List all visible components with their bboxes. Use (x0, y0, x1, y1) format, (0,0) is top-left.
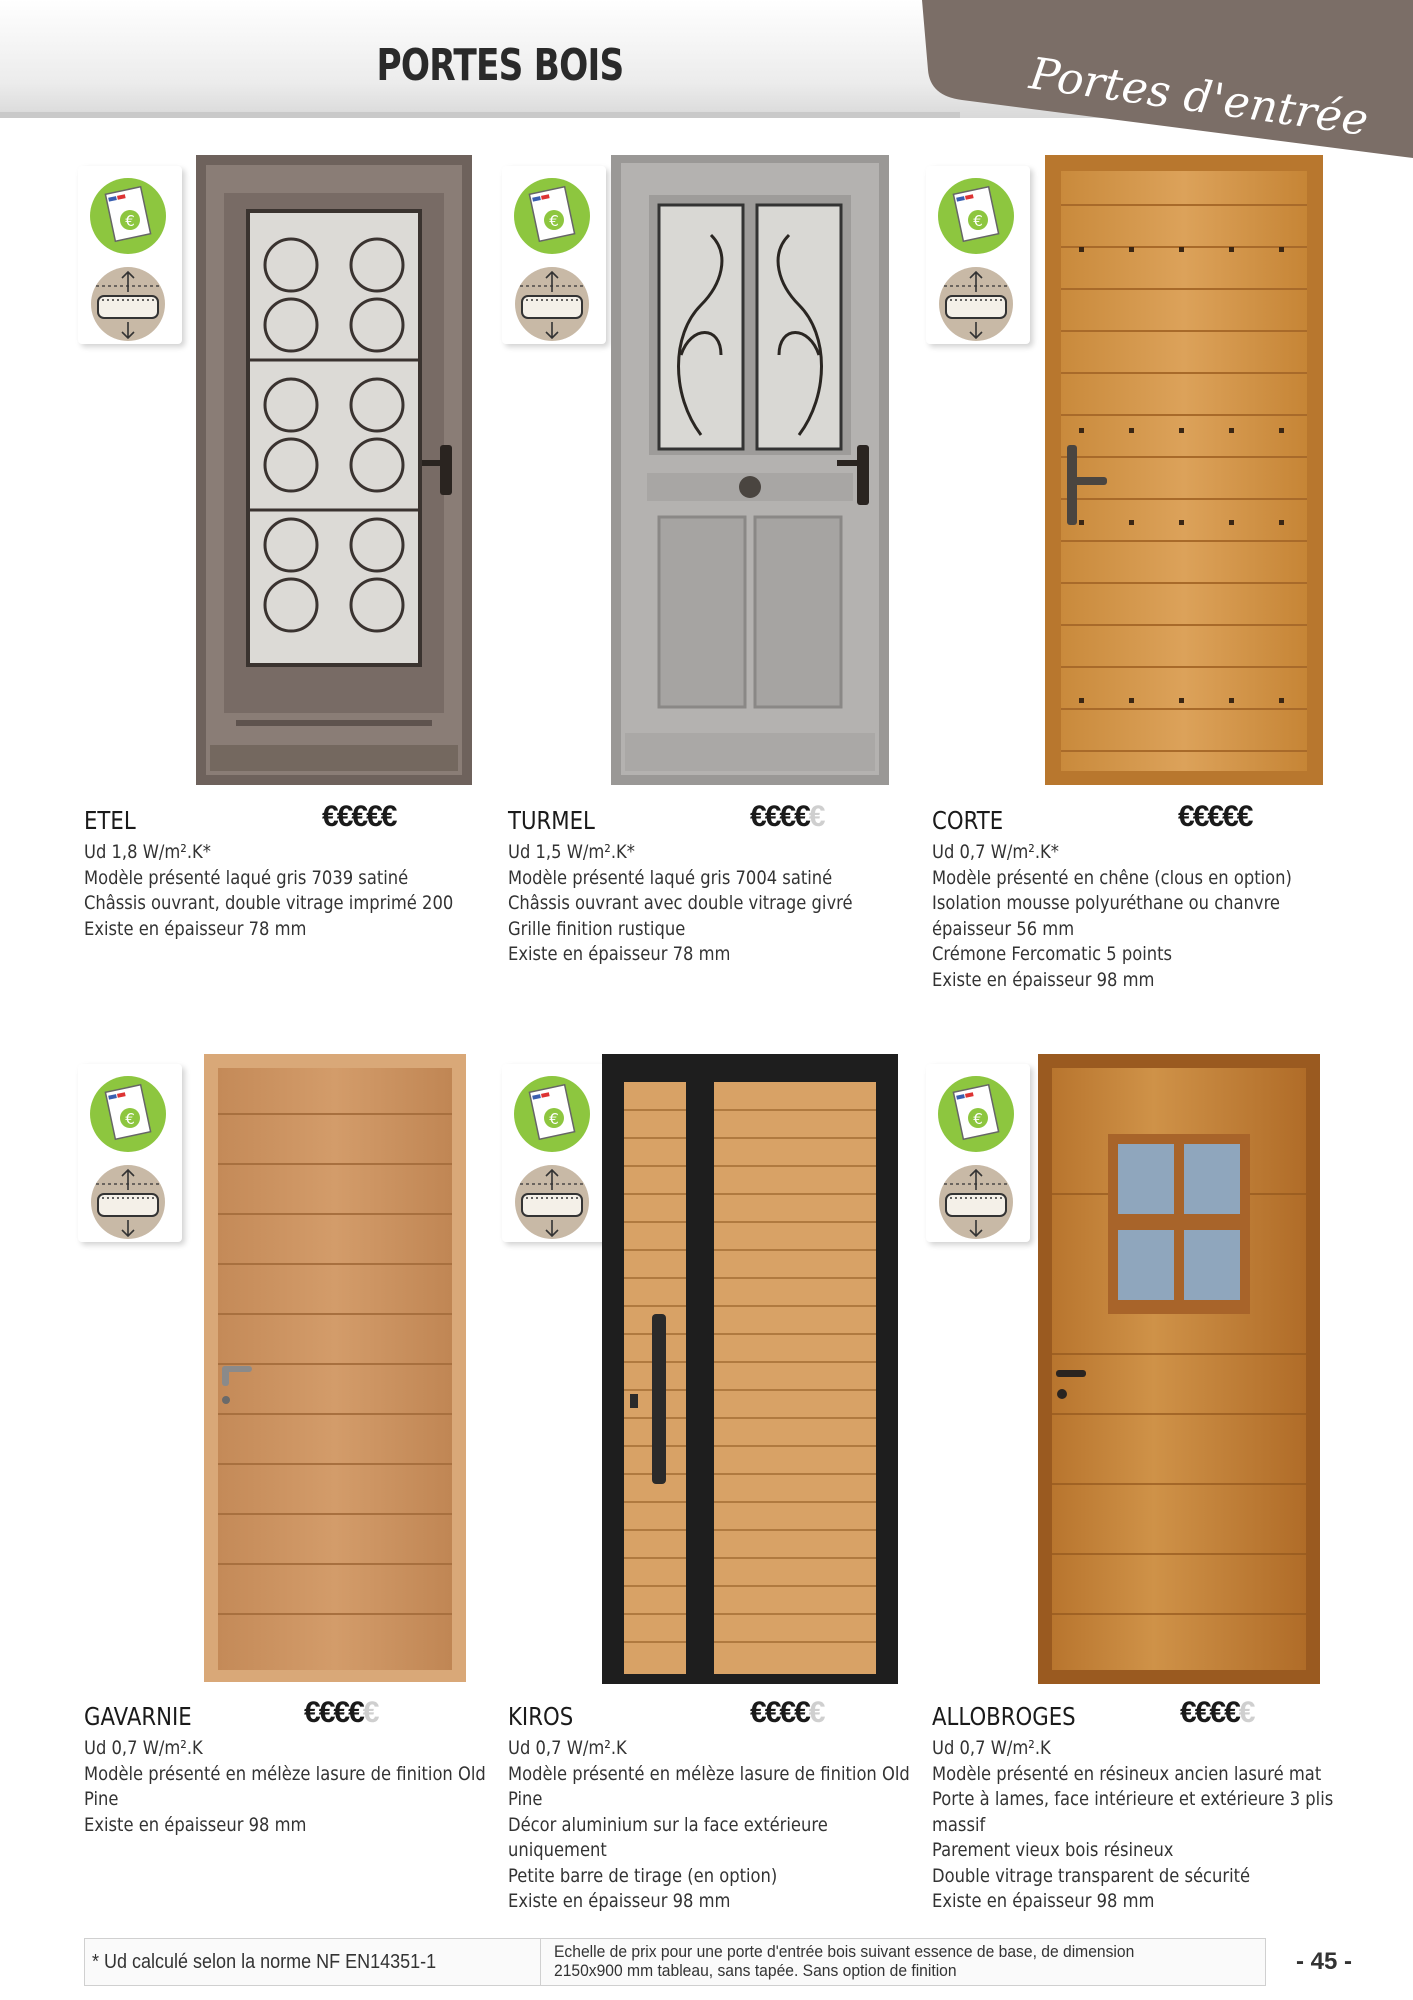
badge-box (502, 1064, 606, 1242)
euro-document-icon (88, 1074, 168, 1154)
euro-filled-icon: € (779, 1696, 795, 1729)
price-scale-note-line: Echelle de prix pour une porte d'entrée bois suivant essence de base, de dimension (554, 1942, 1135, 1961)
description-line: Ud 0,7 W/m².K (508, 1737, 627, 1759)
description-line: massif (932, 1813, 986, 1836)
euro-filled-icon: € (1224, 1696, 1239, 1729)
description-line: Modèle présenté en chêne (clous en option) (932, 866, 1292, 889)
description-line: Modèle présenté en mélèze lasure de finition Old (84, 1762, 486, 1785)
price-rating (750, 1696, 823, 1730)
description-line: Ud 1,8 W/m².K* (84, 841, 211, 863)
measuring-tape-icon (88, 1162, 168, 1240)
svg-text:€: € (549, 212, 559, 230)
euro-document-icon (936, 1074, 1016, 1154)
euro-filled-icon: € (1194, 1696, 1210, 1729)
euro-filled-icon: € (322, 800, 337, 833)
page-title: PORTES BOIS (376, 40, 624, 91)
description-line: épaisseur 56 mm (932, 917, 1075, 940)
svg-text:€: € (973, 1110, 983, 1128)
footnote: * Ud calculé selon la norme NF EN14351-1 (92, 1951, 437, 1973)
page-number: - 45 - (1296, 1948, 1353, 1975)
euro-document-icon (88, 176, 168, 256)
door-image-allobroges (1038, 1054, 1320, 1684)
euro-filled-icon: € (348, 1696, 363, 1729)
euro-document-icon (512, 1074, 592, 1154)
description-line: Modèle présenté laqué gris 7039 satiné (84, 866, 409, 889)
product-name: CORTE (932, 806, 1004, 835)
euro-empty-icon: € (808, 1696, 824, 1729)
price-rating (1180, 1696, 1253, 1730)
description-line: Existe en épaisseur 78 mm (508, 943, 731, 965)
svg-text:€: € (549, 1110, 559, 1128)
product-description (84, 1736, 486, 1838)
euro-filled-icon: € (1222, 800, 1237, 833)
euro-filled-icon: € (318, 1696, 334, 1729)
euro-filled-icon: € (304, 1696, 319, 1729)
euro-filled-icon: € (1192, 800, 1208, 833)
description-line: Ud 0,7 W/m².K (932, 1737, 1051, 1759)
svg-text:€: € (973, 212, 983, 230)
product-description (932, 840, 1292, 993)
description-line: Modèle présenté en mélèze lasure de finition Old (508, 1762, 910, 1785)
svg-text:€: € (125, 1110, 135, 1128)
euro-filled-icon: € (351, 800, 367, 833)
product-description (932, 1736, 1333, 1915)
euro-empty-icon: € (362, 1696, 378, 1729)
price-rating (304, 1696, 377, 1730)
measuring-tape-icon (936, 1162, 1016, 1240)
euro-filled-icon: € (750, 1696, 765, 1729)
header-rule (0, 112, 960, 118)
euro-document-icon (936, 176, 1016, 256)
product-name: ETEL (84, 806, 136, 835)
description-line: Grille finition rustique (508, 917, 686, 940)
euro-filled-icon: € (764, 1696, 780, 1729)
euro-filled-icon: € (1209, 1696, 1225, 1729)
footer-divider (540, 1938, 541, 1986)
product-name: KIROS (508, 1702, 574, 1731)
description-line: Porte à lames, face intérieure et extérieure 3 plis (932, 1788, 1334, 1810)
description-line: Ud 1,5 W/m².K* (508, 841, 635, 863)
price-rating (322, 800, 395, 834)
measuring-tape-icon (88, 264, 168, 342)
description-line: Pine (84, 1788, 119, 1810)
product-description (508, 1736, 910, 1915)
description-line: Crémone Fercomatic 5 points (932, 943, 1173, 965)
badge-box (926, 166, 1030, 344)
product-description (508, 840, 853, 968)
euro-filled-icon: € (336, 800, 352, 833)
description-line: Châssis ouvrant avec double vitrage givré (508, 892, 853, 914)
euro-filled-icon: € (764, 800, 780, 833)
euro-filled-icon: € (1236, 800, 1252, 833)
description-line: Existe en épaisseur 98 mm (932, 968, 1155, 991)
description-line: Existe en épaisseur 98 mm (932, 1890, 1155, 1912)
description-line: Existe en épaisseur 98 mm (84, 1813, 307, 1836)
description-line: Ud 0,7 W/m².K* (932, 841, 1059, 863)
description-line: Petite barre de tirage (en option) (508, 1864, 778, 1887)
door-image-gavarnie (204, 1054, 466, 1682)
product-description (84, 840, 453, 942)
badge-box (78, 166, 182, 344)
badge-box (78, 1064, 182, 1242)
price-rating (750, 800, 823, 834)
euro-filled-icon: € (750, 800, 765, 833)
description-line: Isolation mousse polyuréthane ou chanvre (932, 892, 1280, 914)
price-scale-note-line: 2150x900 mm tableau, sans tapée. Sans option de finition (554, 1961, 957, 1980)
price-rating (1178, 800, 1251, 834)
euro-filled-icon: € (1207, 800, 1223, 833)
description-line: Existe en épaisseur 98 mm (508, 1890, 731, 1912)
description-line: uniquement (508, 1839, 607, 1861)
euro-empty-icon: € (808, 800, 824, 833)
door-image-kiros (602, 1054, 898, 1684)
euro-filled-icon: € (333, 1696, 349, 1729)
euro-filled-icon: € (794, 1696, 809, 1729)
product-name: ALLOBROGES (932, 1702, 1076, 1731)
euro-filled-icon: € (1180, 1696, 1195, 1729)
measuring-tape-icon (512, 264, 592, 342)
description-line: Double vitrage transparent de sécurité (932, 1864, 1251, 1887)
measuring-tape-icon (936, 264, 1016, 342)
door-image-corte (1045, 155, 1323, 785)
description-line: Modèle présenté laqué gris 7004 satiné (508, 866, 833, 889)
euro-filled-icon: € (779, 800, 795, 833)
euro-filled-icon: € (366, 800, 381, 833)
description-line: Modèle présenté en résineux ancien lasuré mat (932, 1762, 1322, 1785)
measuring-tape-icon (512, 1162, 592, 1240)
door-image-etel (196, 155, 472, 785)
door-image-turmel (611, 155, 889, 785)
badge-box (502, 166, 606, 344)
svg-text:€: € (125, 212, 135, 230)
description-line: Pine (508, 1788, 543, 1810)
description-line: Ud 0,7 W/m².K (84, 1737, 203, 1759)
description-line: Décor aluminium sur la face extérieure (508, 1813, 828, 1836)
badge-box (926, 1064, 1030, 1242)
product-name: TURMEL (508, 806, 595, 835)
euro-filled-icon: € (380, 800, 396, 833)
euro-empty-icon: € (1238, 1696, 1254, 1729)
description-line: Châssis ouvrant, double vitrage imprimé 200 (84, 892, 454, 914)
section-label: Portes d'entrée (1026, 48, 1372, 147)
euro-document-icon (512, 176, 592, 256)
description-line: Existe en épaisseur 78 mm (84, 917, 307, 940)
description-line: Parement vieux bois résineux (932, 1839, 1174, 1861)
product-name: GAVARNIE (84, 1702, 192, 1731)
euro-filled-icon: € (794, 800, 809, 833)
price-scale-note (554, 1942, 1134, 1980)
euro-filled-icon: € (1178, 800, 1193, 833)
